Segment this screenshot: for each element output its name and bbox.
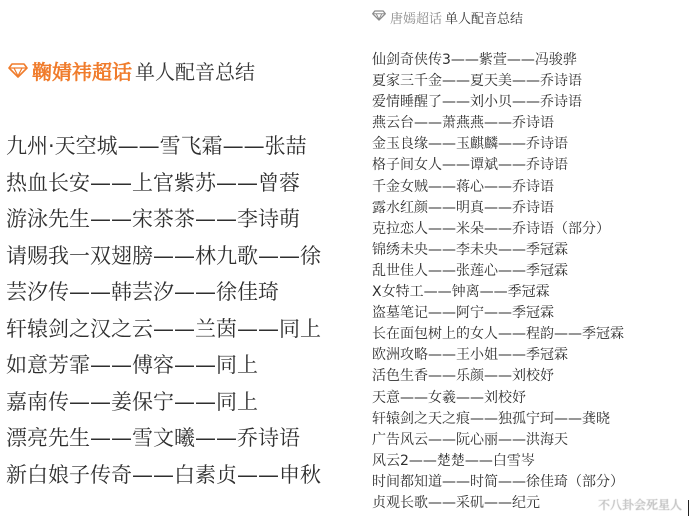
list-item: 九州·天空城——雪飞霜——张喆 xyxy=(6,134,307,158)
left-topic-header xyxy=(8,56,255,85)
list-item: 贞观长歌——采矶——纪元 xyxy=(372,494,540,511)
diamond-icon xyxy=(372,10,386,25)
list-item: 轩辕剑之汉之云——兰茵——同上 xyxy=(6,316,321,341)
text-cursor xyxy=(688,500,689,516)
list-item: 锦绣未央——李未央——季冠霖 xyxy=(372,241,568,258)
list-item: 金玉良缘——玉麒麟——乔诗语 xyxy=(372,136,568,153)
title-suffix: 单人配音总结 xyxy=(445,12,524,27)
list-item: 轩辕剑之天之痕——独孤宁珂——龚晓 xyxy=(372,410,610,427)
list-item: 仙剑奇侠传3——紫萱——冯骏骅 xyxy=(372,52,577,68)
left-dubbing-list xyxy=(6,131,321,496)
topic-name-link[interactable]: 鞠婧祎超话 xyxy=(32,60,132,84)
list-item: 如意芳霏——傅容——同上 xyxy=(6,353,258,377)
list-item: X女特工——钟离——季冠霖 xyxy=(372,284,550,301)
list-item: 天意——女羲——刘校妤 xyxy=(372,389,526,406)
watermark: 不八卦会死星人 xyxy=(597,498,682,512)
diamond-icon xyxy=(8,59,28,83)
title-suffix: 单人配音总结 xyxy=(135,60,255,84)
right-topic-header xyxy=(372,8,523,27)
topic-name-link[interactable]: 唐嫣超话 xyxy=(390,12,443,27)
list-item: 漂亮先生——雪文曦——乔诗语 xyxy=(6,426,300,450)
list-item: 新白娘子传奇——白素贞——申秋 xyxy=(6,462,321,487)
list-item: 乱世佳人——张莲心——季冠霖 xyxy=(372,262,568,279)
list-item: 活色生香——乐颜——刘校妤 xyxy=(372,368,554,385)
list-item: 爱情睡醒了——刘小贝——乔诗语 xyxy=(372,94,582,111)
right-summary-panel xyxy=(362,0,690,521)
list-item: 请赐我一双翅膀——林九歌——徐 xyxy=(6,243,321,268)
list-item: 克拉恋人——米朵——乔诗语（部分） xyxy=(372,220,610,237)
list-item: 夏家三千金——夏天美——乔诗语 xyxy=(372,73,582,90)
list-item: 热血长安——上官紫苏——曾蓉 xyxy=(6,170,300,195)
list-item: 欧洲攻略——王小姐——季冠霖 xyxy=(372,347,568,364)
list-item: 时间都知道——时简——徐佳琦（部分） xyxy=(372,473,624,490)
list-item: 嘉南传——姜保宁——同上 xyxy=(6,389,258,414)
list-item: 燕云台——萧燕燕——乔诗语 xyxy=(372,115,554,132)
list-item: 千金女贼——蒋心——乔诗语 xyxy=(372,178,554,195)
list-item: 长在面包树上的女人——程韵——季冠霖 xyxy=(372,326,624,343)
list-item: 游泳先生——宋茶茶——李诗萌 xyxy=(6,207,300,231)
list-item: 芸汐传——韩芸汐——徐佳琦 xyxy=(6,280,279,304)
list-item: 风云2——楚楚——白雪岑 xyxy=(372,452,535,469)
list-item: 露水红颜——明真——乔诗语 xyxy=(372,199,554,216)
right-dubbing-list xyxy=(372,50,624,514)
list-item: 格子间女人——谭斌——乔诗语 xyxy=(372,157,568,174)
list-item: 广告风云——阮心丽——洪海天 xyxy=(372,431,568,448)
list-item: 盗墓笔记——阿宁——季冠霖 xyxy=(372,305,554,322)
